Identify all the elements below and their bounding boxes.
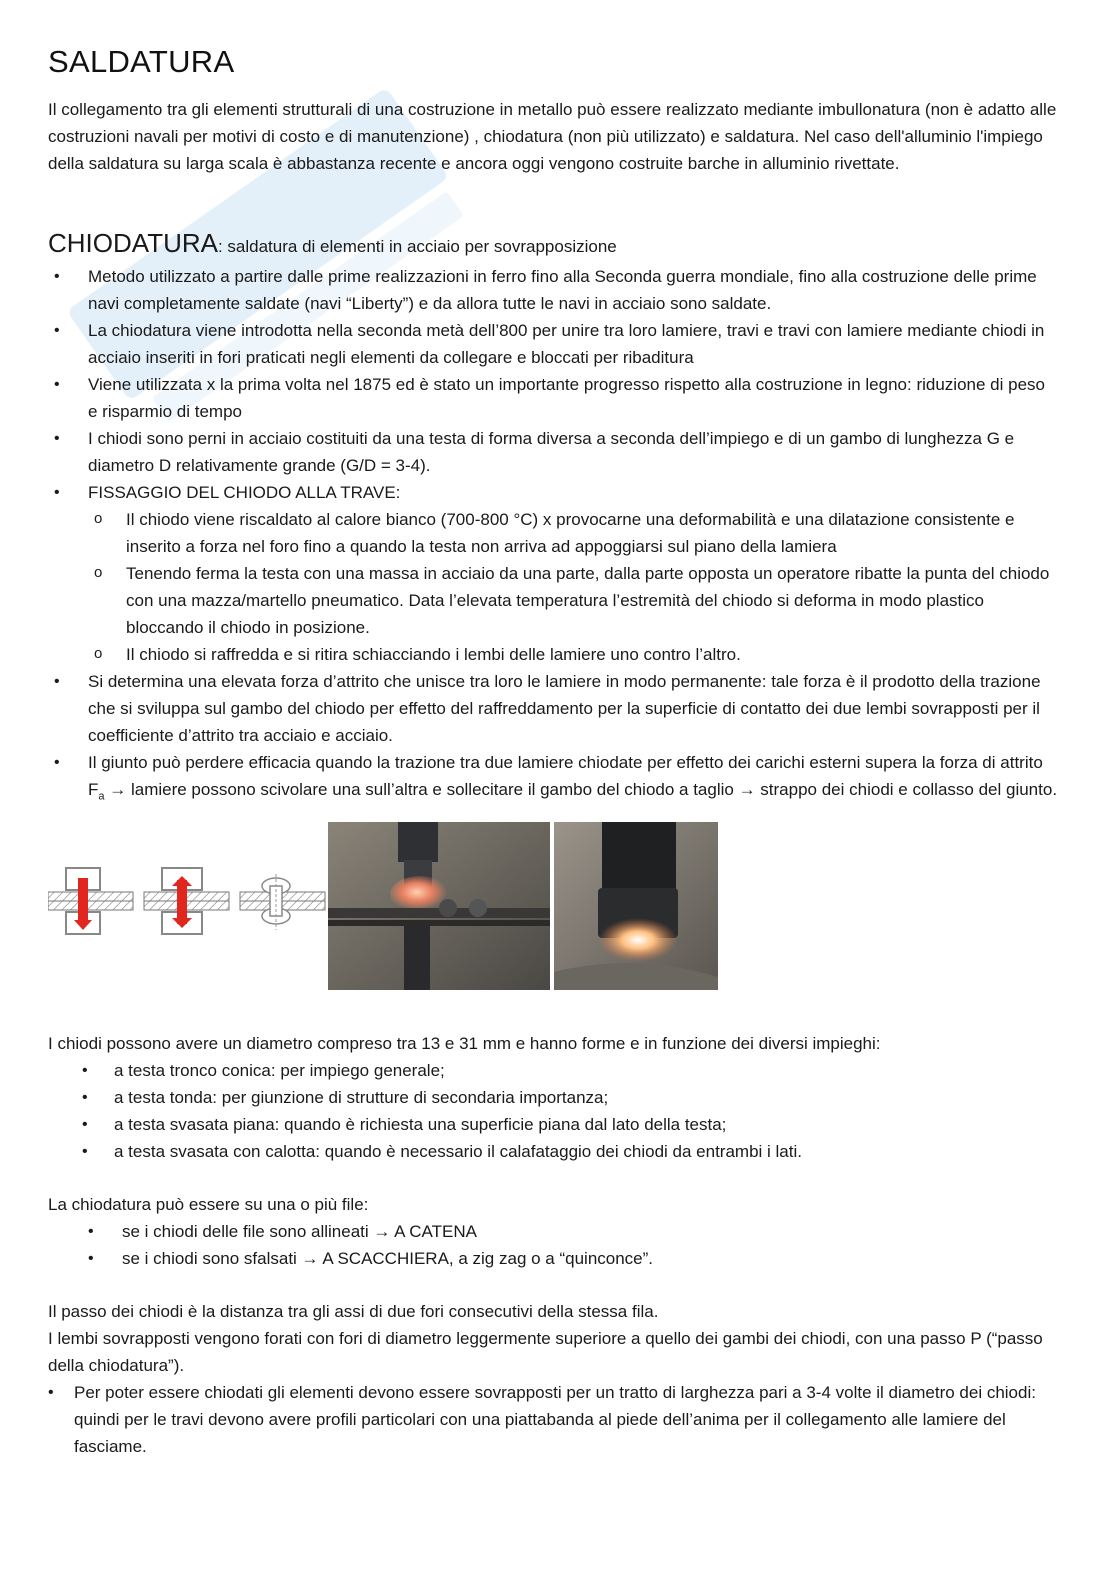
rivet-finished-diagram [240, 874, 325, 930]
list-item-text: FISSAGGIO DEL CHIODO ALLA TRAVE: [88, 483, 401, 502]
intro-paragraph: Il collegamento tra gli elementi strutturali di una costruzione in metallo può essere realizzato mediante imbullonatura (non è adatto alle costruzioni navali per motivi di costo e di manutenzione) , chiodatura (non più utilizzato) e saldatura. Nel caso dell'alluminio l'impiego della saldatura su larga scala è abbastanza recente e ancora oggi vengono costruite barche in alluminio rivettate. [48, 100, 1057, 173]
rivet-insertion-diagram [48, 868, 133, 934]
fissaggio-sub-list [88, 506, 1058, 668]
list-item: • a testa tronco conica: per impiego generale; [48, 1057, 1058, 1084]
file-intro: La chiodatura può essere su una o più file: [48, 1195, 369, 1215]
document-page [48, 44, 1058, 1460]
list-item: • a testa svasata con calotta: quando è necessario il calafataggio dei chiodi da entrambi i lati. [48, 1138, 1058, 1165]
passo-line-1: Il passo dei chiodi è la distanza tra gli assi di due fori consecutivi della stessa fila. [48, 1302, 659, 1322]
riveting-photo-1 [328, 822, 550, 990]
list-item: • I chiodi sono perni in acciaio costituiti da una testa di forma diversa a seconda dell’impiego e di un gambo di lunghezza G e diametro D relativamente grande (G/D = 3-4). [48, 425, 1058, 479]
list-item: • se i chiodi delle file sono allineati → A CATENA [48, 1218, 1058, 1245]
sub-list-item: o Il chiodo si raffredda e si ritira schiacciando i lembi delle lamiere uno contro l’altro. [88, 641, 1058, 668]
subscript: a [98, 790, 105, 803]
list-item: • Si determina una elevata forza d’attrito che unisce tra loro le lamiere in modo permanente: tale forza è il prodotto della trazione che si sviluppa sul gambo del chiodo per effetto del raffreddamento per la superficie di contatto dei due lembi sovrapposti per il coefficiente d’attrito tra acciaio e acciaio. [48, 668, 1058, 749]
rivet-riveting-diagram [144, 868, 229, 934]
section-heading-text: CHIODATURA [48, 228, 218, 258]
list-item [48, 479, 1058, 668]
sub-list-item: o Il chiodo viene riscaldato al calore bianco (700-800 °C) x provocarne una deformabilità e una dilatazione consistente e inserito a forza nel foro fino a quando la testa non arriva ad appoggiarsi sul piano della lamiera [88, 506, 1058, 560]
passo-line-2: I lembi sovrapposti vengono forati con fori di diametro leggermente superiore a quello dei gambi dei chiodi, con una passo P (“passo della chiodatura”). [48, 1329, 1043, 1376]
list-item: • a testa tonda: per giunzione di strutture di secondaria importanza; [48, 1084, 1058, 1111]
diametri-intro: I chiodi possono avere un diametro compreso tra 13 e 31 mm e hanno forme e in funzione dei diversi impieghi: [48, 1034, 881, 1054]
list-item [48, 749, 1058, 810]
passo-list [48, 1379, 1058, 1460]
file-list [48, 1218, 1058, 1272]
chiodatura-bullet-list [48, 263, 1058, 810]
sub-list-item: o Tenendo ferma la testa con una massa in acciaio da una parte, dalla parte opposta un operatore ribatte la punta del chiodo con una mazza/martello pneumatico. Data l’elevata temperatura l’estremità del chiodo si deforma in modo plastico bloccando il chiodo in posizione. [88, 560, 1058, 641]
diametri-list [48, 1057, 1058, 1165]
list-item-text: Il giunto può perdere efficacia quando la trazione tra due lamiere chiodate per effetto dei carichi esterni supera la forza di attrito F [88, 753, 1043, 799]
list-item: • Per poter essere chiodati gli elementi devono essere sovrapposti per un tratto di larghezza pari a 3-4 volte il diametro dei chiodi: quindi per le travi devono avere profili particolari con una piattabanda al piede dell’anima per il collegamento alle lamiere del fasciame. [48, 1379, 1058, 1460]
riveting-photo-2 [554, 822, 718, 990]
list-item: • Metodo utilizzato a partire dalle prime realizzazioni in ferro fino alla Seconda guerra mondiale, fino alla costruzione delle prime navi completamente saldate (navi “Liberty”) e da allora tutte le navi in acciaio sono saldate. [48, 263, 1058, 317]
section-subheading: : saldatura di elementi in acciaio per sovrapposizione [217, 237, 617, 256]
list-item: • Viene utilizzata x la prima volta nel 1875 ed è stato un importante progresso rispetto alla costruzione in legno: riduzione di peso e risparmio di tempo [48, 371, 1058, 425]
list-item: • a testa svasata piana: quando è richiesta una superficie piana dal lato della testa; [48, 1111, 1058, 1138]
rivet-diagrams [48, 864, 328, 944]
page-title: SALDATURA [48, 44, 235, 79]
section-heading-chiodatura [48, 227, 1058, 263]
list-item-text: → lamiere possono scivolare una sull’altra e sollecitare il gambo del chiodo a taglio → strappo dei chiodi e collasso del giunto. [104, 780, 1058, 799]
figures-row [48, 822, 1058, 990]
list-item: • La chiodatura viene introdotta nella seconda metà dell’800 per unire tra loro lamiere, travi e travi con lamiere mediante chiodi in acciaio inseriti in fori praticati negli elementi da collegare e bloccati per ribaditura [48, 317, 1058, 371]
list-item: • se i chiodi sono sfalsati → A SCACCHIERA, a zig zag o a “quinconce”. [48, 1245, 1058, 1272]
